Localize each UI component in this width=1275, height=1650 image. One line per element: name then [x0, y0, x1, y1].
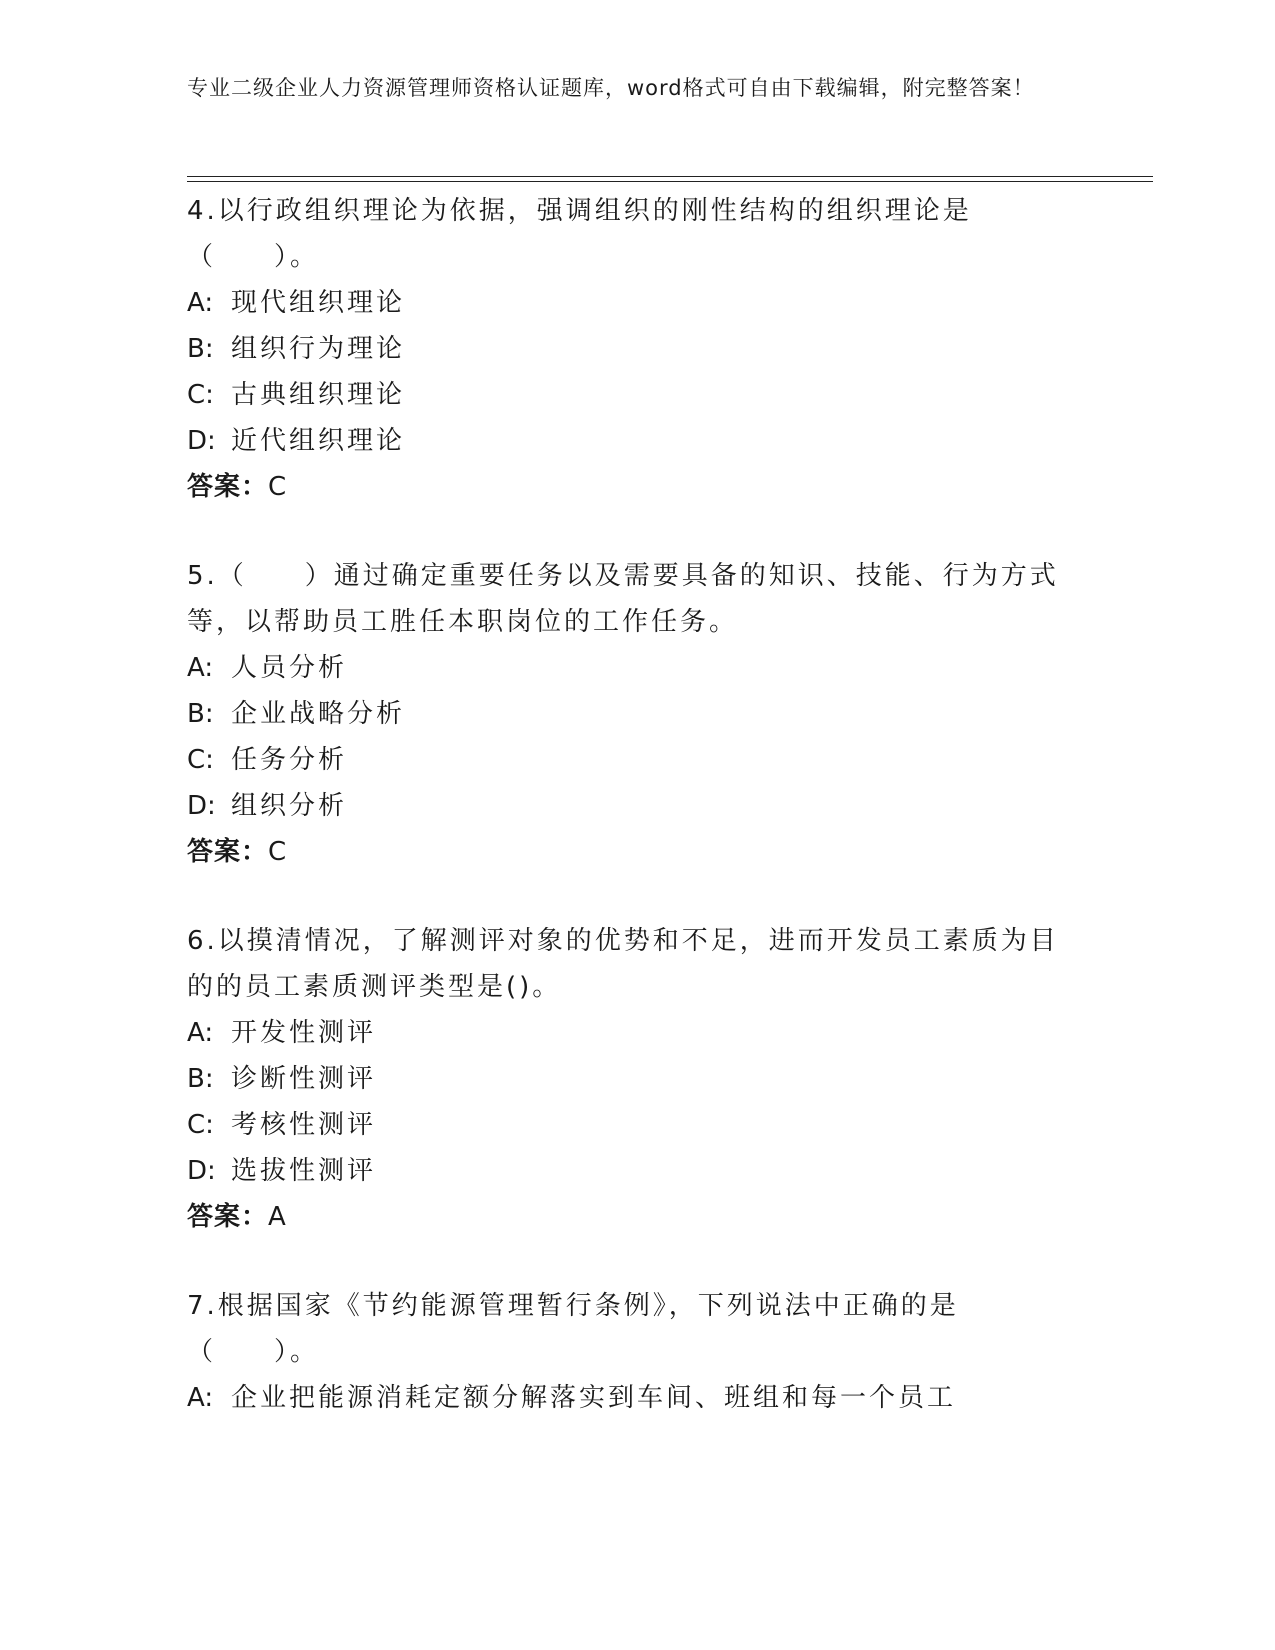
option-b	[187, 691, 1067, 737]
option-d	[187, 1148, 1067, 1194]
option-text: 诊断性测评	[231, 1064, 377, 1094]
option-d	[187, 783, 1067, 829]
option-key: B:	[187, 1064, 214, 1094]
option-text: 近代组织理论	[231, 426, 406, 456]
option-text: 选拔性测评	[231, 1156, 377, 1186]
option-text: 现代组织理论	[231, 288, 406, 318]
option-text: 组织分析	[231, 791, 348, 821]
option-b	[187, 326, 1067, 372]
option-text: 企业把能源消耗定额分解落实到车间、班组和每一个员工	[231, 1383, 957, 1413]
option-b	[187, 1056, 1067, 1102]
header-divider-top	[187, 176, 1153, 177]
option-a	[187, 1375, 1067, 1421]
option-key: C:	[187, 1110, 214, 1140]
question-6	[187, 918, 1067, 1240]
option-c	[187, 372, 1067, 418]
option-c	[187, 1102, 1067, 1148]
option-key: B:	[187, 334, 214, 364]
question-stem: 4.以行政组织理论为依据，强调组织的刚性结构的组织理论是（ ）。	[187, 196, 972, 272]
option-key: A:	[187, 653, 214, 683]
option-text: 组织行为理论	[231, 334, 406, 364]
option-text: 企业战略分析	[231, 699, 406, 729]
question-7	[187, 1283, 1067, 1421]
document-header: 专业二级企业人力资源管理师资格认证题库，word格式可自由下载编辑，附完整答案！	[187, 76, 1035, 100]
option-text: 人员分析	[231, 653, 348, 683]
option-key: A:	[187, 1383, 214, 1413]
option-a	[187, 1010, 1067, 1056]
option-key: D:	[187, 1156, 216, 1186]
answer-line	[187, 829, 1067, 875]
answer-line	[187, 1194, 1067, 1240]
option-key: B:	[187, 699, 214, 729]
answer-label: 答案：	[187, 837, 269, 867]
option-key: A:	[187, 1018, 214, 1048]
header-divider-bottom	[187, 181, 1153, 182]
option-a	[187, 280, 1067, 326]
option-key: D:	[187, 426, 216, 456]
option-d	[187, 418, 1067, 464]
answer-value: C	[268, 472, 288, 502]
option-key: A:	[187, 288, 214, 318]
option-text: 开发性测评	[231, 1018, 377, 1048]
option-text: 古典组织理论	[231, 380, 406, 410]
answer-value: C	[268, 837, 288, 867]
option-key: C:	[187, 745, 214, 775]
question-stem: 6.以摸清情况，了解测评对象的优势和不足，进而开发员工素质为目的的员工素质测评类型是()。	[187, 926, 1059, 1002]
option-c	[187, 737, 1067, 783]
option-a	[187, 645, 1067, 691]
option-key: D:	[187, 791, 216, 821]
option-key: C:	[187, 380, 214, 410]
question-stem: 5.（ ）通过确定重要任务以及需要具备的知识、技能、行为方式等，以帮助员工胜任本职岗位的工作任务。	[187, 561, 1059, 637]
answer-label: 答案：	[187, 1202, 269, 1232]
question-4	[187, 188, 1067, 510]
option-text: 任务分析	[231, 745, 348, 775]
answer-line	[187, 464, 1067, 510]
question-stem: 7.根据国家《节约能源管理暂行条例》，下列说法中正确的是（ ）。	[187, 1291, 959, 1367]
answer-label: 答案：	[187, 472, 269, 502]
answer-value: A	[268, 1202, 287, 1232]
question-5	[187, 553, 1067, 875]
option-text: 考核性测评	[231, 1110, 377, 1140]
